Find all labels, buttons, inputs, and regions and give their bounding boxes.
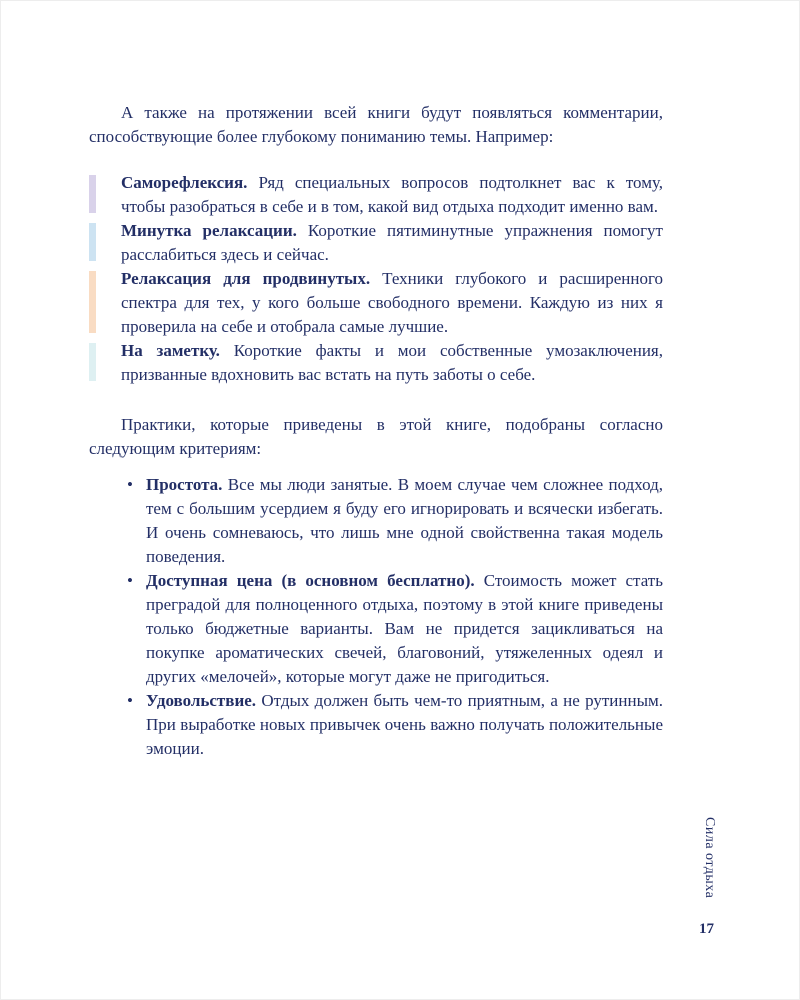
intro-paragraph: А также на протяжении всей книги будут появляться комментарии, способствующие более глубокому пониманию темы. Например:	[89, 103, 663, 146]
list-item-pleasure	[89, 689, 663, 761]
running-title: Сила отдыха	[702, 817, 717, 899]
block-label: Релаксация для продвинутых.	[121, 269, 371, 288]
list-item-text: Все мы люди занятые. В моем случае чем сложнее подход, тем с большим усердием я буду его игнорировать и всячески избегать. И очень сомневаюсь, что лишь мне одной свойственна такая модель поведения.	[146, 475, 664, 566]
comment-block-relax-advanced	[89, 267, 663, 339]
page-number: 17	[699, 921, 714, 937]
color-bar-note	[89, 343, 96, 381]
color-bar-relax-minute	[89, 223, 96, 261]
comment-block-self-reflection	[89, 171, 663, 219]
criteria-intro-paragraph: Практики, которые приведены в этой книге, подобраны согласно следующим критериям:	[89, 415, 663, 458]
comment-blocks	[89, 171, 663, 387]
list-item-label: Доступная цена (в основном бесплатно).	[146, 571, 475, 590]
comment-block-note	[89, 339, 663, 387]
page-content	[89, 101, 663, 761]
list-item-simplicity	[89, 473, 663, 569]
block-text: Техники глубокого и расширенного спектра для тех, у кого больше свободного времени. Каждую из них я проверила на себе и отобрала самые лучшие.	[121, 269, 663, 336]
block-text: Короткие пятиминутные упражнения помогут расслабиться здесь и сейчас.	[121, 221, 663, 264]
bullet-icon: •	[127, 475, 133, 494]
criteria-list	[89, 473, 663, 761]
list-item-text: Отдых должен быть чем-то приятным, а не рутинным. При выработке новых привычек очень важно получать положительные эмоции.	[146, 691, 663, 758]
bullet-icon: •	[127, 571, 133, 590]
list-item-affordable	[89, 569, 663, 689]
block-text: Ряд специальных вопросов подтолкнет вас к тому, чтобы разобраться в себе и в том, какой вид отдыха подходит именно вам.	[121, 173, 664, 216]
bullet-icon: •	[127, 691, 133, 710]
list-item-label: Удовольствие.	[146, 691, 257, 710]
block-label: На заметку.	[121, 341, 220, 360]
color-bar-self-reflection	[89, 175, 96, 213]
list-item-label: Простота.	[146, 475, 223, 494]
block-text: Короткие факты и мои собственные умозаключения, призванные вдохновить вас встать на путь заботы о себе.	[121, 341, 663, 384]
comment-block-relax-minute	[89, 219, 663, 267]
block-label: Минутка релаксации.	[121, 221, 297, 240]
color-bar-relax-advanced	[89, 271, 96, 333]
block-label: Саморефлексия.	[121, 173, 248, 192]
list-item-text: Стоимость может стать преградой для полноценного отдыха, поэтому в этой книге приведены только бюджетные варианты. Вам не придется зацикливаться на покупке ароматических свечей, благовоний, утяжеленных одеял и других «мелочей», которые могут даже не пригодиться.	[146, 571, 663, 686]
